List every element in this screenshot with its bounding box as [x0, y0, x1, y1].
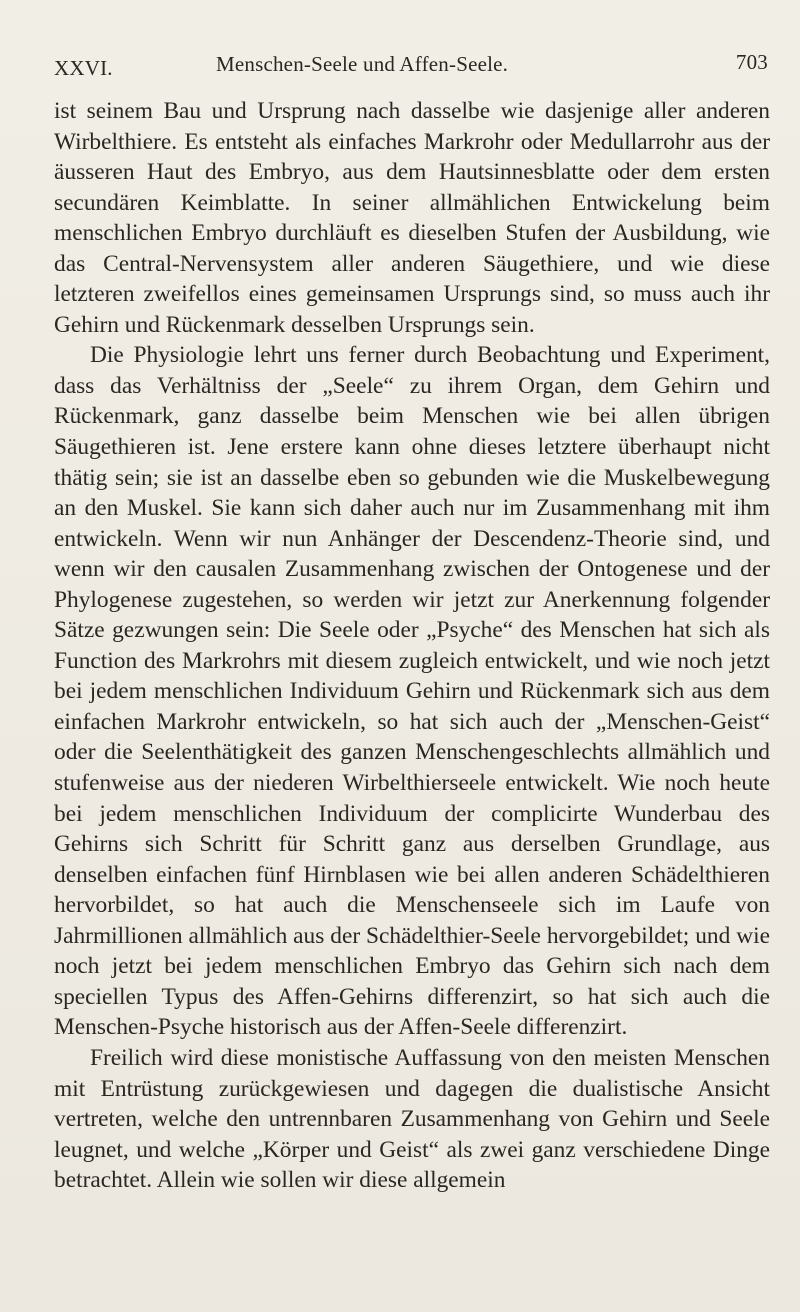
running-title: Menschen-Seele und Affen-Seele.	[216, 52, 509, 76]
paragraph-1: ist seinem Bau und Ursprung nach dasselbe wie dasjenige aller anderen Wirbelthiere. Es entsteht als einfaches Markrohr oder Medullarrohr aus der äusseren Haut des Embryo, aus dem Hautsinnesblatte oder dem ersten secundären Keimblatte. In seiner allmählichen Entwickelung beim menschlichen Embryo durchläuft es dieselben Stufen der Ausbildung, wie das Central-Nervensystem aller anderen Säugethiere, und wie diese letzteren zweifellos eines gemeinsamen Ursprungs sind, so muss auch ihr Gehirn und Rückenmark desselben Ursprungs sein.	[54, 98, 770, 338]
paragraph-3: Freilich wird diese monistische Auffassung von den meisten Menschen mit Entrüstung zurückgewiesen und dagegen die dualistische Ansicht vertreten, welche den untrennbaren Zusammenhang von Gehirn und Seele leugnet, und welche „Körper und Geist“ als zwei ganz verschiedene Dinge betrachtet. Allein wie sollen wir diese allgemein	[54, 1044, 770, 1194]
body-text	[54, 96, 770, 1196]
paragraph-2: Die Physiologie lehrt uns ferner durch Beobachtung und Experiment, dass das Verhältniss der „Seele“ zu ihrem Organ, dem Gehirn und Rückenmark, ganz dasselbe beim Menschen wie bei allen übrigen Säugethieren ist. Jene erstere kann ohne dieses letztere überhaupt nicht thätig sein; sie ist an dasselbe eben so gebunden wie die Muskelbewegung an den Muskel. Sie kann sich daher auch nur im Zusammenhang mit ihm entwickeln. Wenn wir nun Anhänger der Descendenz-Theorie sind, und wenn wir den causalen Zusammenhang zwischen der Ontogenese und der Phylogenese zugestehen, so werden wir jetzt zur Anerkennung folgender Sätze gezwungen sein: Die Seele oder „Psyche“ des Menschen hat sich als Function des Markrohrs mit diesem zugleich entwickelt, und wie noch jetzt bei jedem menschlichen Individuum Gehirn und Rückenmark sich aus dem einfachen Markrohr entwickeln, so hat sich auch der „Menschen-Geist“ oder die Seelenthätigkeit des ganzen Menschengeschlechts allmählich und stufenweise aus der niederen Wirbelthierseele entwickelt. Wie noch heute bei jedem menschlichen Individuum der complicirte Wunderbau des Gehirns sich Schritt für Schritt ganz aus derselben Grundlage, aus denselben einfachen fünf Hirnblasen wie bei allen anderen Schädelthieren hervorbildet, so hat auch die Menschenseele sich im Laufe von Jahrmillionen allmählich aus der Schädelthier-Seele hervorgebildet; und wie noch jetzt bei jedem menschlichen Embryo das Gehirn sich nach dem speciellen Typus des Affen-Gehirns differenzirt, so hat sich auch die Menschen-Psyche historisch aus der Affen-Seele differenzirt.	[54, 342, 770, 1041]
running-head	[54, 50, 768, 84]
chapter-number: XXVI.	[54, 56, 113, 80]
page-number: 703	[735, 50, 768, 74]
